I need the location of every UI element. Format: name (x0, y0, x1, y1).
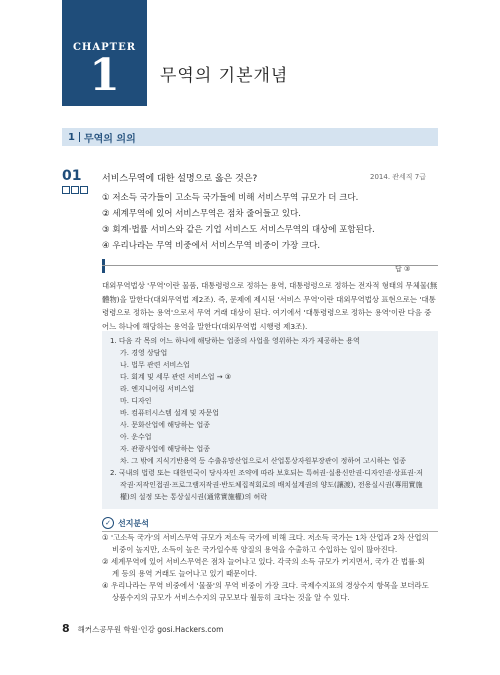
explanation-line: 體物)을 말한다(대외무역법 제2조). 즉, 문제에 제시된 '서비스 무역'이란 대외무역법상 표현으로는 '대통 (102, 294, 436, 304)
option-1: ① 저소득 국가들이 고소득 국가들에 비해 서비스무역 규모가 더 크다. (102, 193, 359, 203)
analysis-list (102, 532, 438, 604)
section-header (62, 128, 438, 146)
options-list (102, 190, 375, 254)
check-box[interactable] (71, 186, 79, 194)
check-box[interactable] (62, 186, 70, 194)
analysis-line: 비중이 높지만, 소득이 높은 국가일수록 양질의 용역을 수출하고 수입하는 일이 많아진다. (112, 545, 398, 554)
law-item: 1. 다음 각 목의 어느 하나에 해당하는 업종의 사업을 영위하는 자가 제공하는 용역 (110, 337, 360, 345)
question-source: 2014. 관세직 7급 (370, 173, 426, 181)
law-item: 차. 그 밖에 지식기반용역 등 수출유망산업으로서 산업통상자원부장관이 정하여 고시하는 업종 (120, 457, 406, 465)
answer-marker (102, 259, 105, 273)
chapter-label: CHAPTER (72, 42, 137, 53)
check-boxes[interactable] (62, 186, 88, 194)
analysis-header (102, 517, 149, 529)
analysis-line: ④ 우리나라는 무역 비중에서 '물품'의 무역 비중이 가장 크다. 국제수지표의 경상수지 항목을 보더라도 (102, 581, 429, 590)
law-box (102, 331, 438, 509)
law-item: 라. 엔지니어링 서비스업 (120, 385, 195, 393)
chapter-title: 무역의 기본개념 (160, 66, 289, 86)
footer-text: 해커스공무원 학원·인강 gosi.Hackers.com (77, 625, 224, 634)
chapter-number: 1 (89, 50, 120, 101)
option-2: ② 세계무역에 있어 서비스무역은 점차 줄어들고 있다. (102, 209, 301, 219)
law-item: 나. 법무 관련 서비스업 (120, 361, 190, 369)
explanation-line: 령령으로 정하는 용역'으로서 무역 거래 대상이 된다. 여기에서 '대통령령으로 정하는 용역'이란 다음 중 (102, 308, 432, 317)
question-number: 01 (62, 168, 82, 184)
law-item: 자. 관광사업에 해당하는 업종 (120, 445, 211, 453)
law-item: 마. 디자인 (120, 397, 152, 405)
analysis-line: ② 세계무역에 있어 서비스무역은 점차 늘어나고 있다. 각국의 소득 규모가 커지면서, 국가 간 법률·회 (102, 557, 425, 566)
analysis-line: ① '고소득 국가'의 서비스무역 규모가 저소득 국가에 비해 크다. 저소득 국가는 1차 산업과 2차 산업의 (102, 533, 429, 542)
answer-divider (102, 265, 438, 266)
analysis-title: 선지분석 (118, 518, 149, 528)
page-number: 8 (62, 622, 70, 635)
answer-label: 답 ③ (395, 265, 411, 273)
law-item: 바. 컴퓨터시스템 설계 및 자문업 (120, 409, 220, 417)
check-icon: ✓ (102, 517, 114, 529)
page-footer (62, 622, 223, 635)
law-item: 가. 경영 상담업 (120, 349, 168, 357)
explanation-line: 어느 하나에 해당하는 용역을 말한다(대외무역법 시행령 제3조). (102, 321, 308, 331)
analysis-line: 계 등의 용역 거래도 늘어나고 있기 때문이다. (112, 569, 257, 578)
section-number: 1 (68, 131, 75, 143)
question-text: 서비스무역에 대한 설명으로 옳은 것은? (102, 174, 258, 184)
law-item: 사. 문화산업에 해당하는 업종 (120, 421, 211, 429)
check-box[interactable] (80, 186, 88, 194)
option-4: ④ 우리나라는 무역 비중에서 서비스무역 비중이 가장 크다. (102, 241, 321, 251)
chapter-badge (62, 0, 147, 106)
analysis-line: 상품수지의 규모가 서비스수지의 규모보다 월등히 크다는 것을 알 수 있다. (112, 593, 350, 602)
law-item: 다. 회계 및 세무 관련 서비스업 → ③ (120, 373, 232, 381)
section-title: 무역의 의의 (83, 133, 136, 145)
explanation-line: 대외무역법상 '무역'이란 물품, 대통령령으로 정하는 용역, 대통령령으로 정하는 전자적 형태의 무체물(無 (102, 281, 438, 290)
option-3: ③ 회계·법률 서비스와 같은 기업 서비스도 서비스무역의 대상에 포함된다. (102, 225, 375, 235)
law-item: 작권·저작인접권·프로그램저작권·반도체집적회로의 배치설계권의 양도(讓渡), 전용실시권(專用實施 (120, 481, 423, 489)
law-item: 2. 국내의 법령 또는 대한민국이 당사자인 조약에 따라 보호되는 특허권·실용신안권·디자인권·상표권·저 (110, 469, 423, 477)
explanation (102, 279, 438, 333)
section-divider (79, 132, 80, 142)
law-item: 權)의 설정 또는 통상실시권(通常實施權)의 허락 (120, 493, 267, 501)
law-item: 아. 운수업 (120, 433, 152, 441)
